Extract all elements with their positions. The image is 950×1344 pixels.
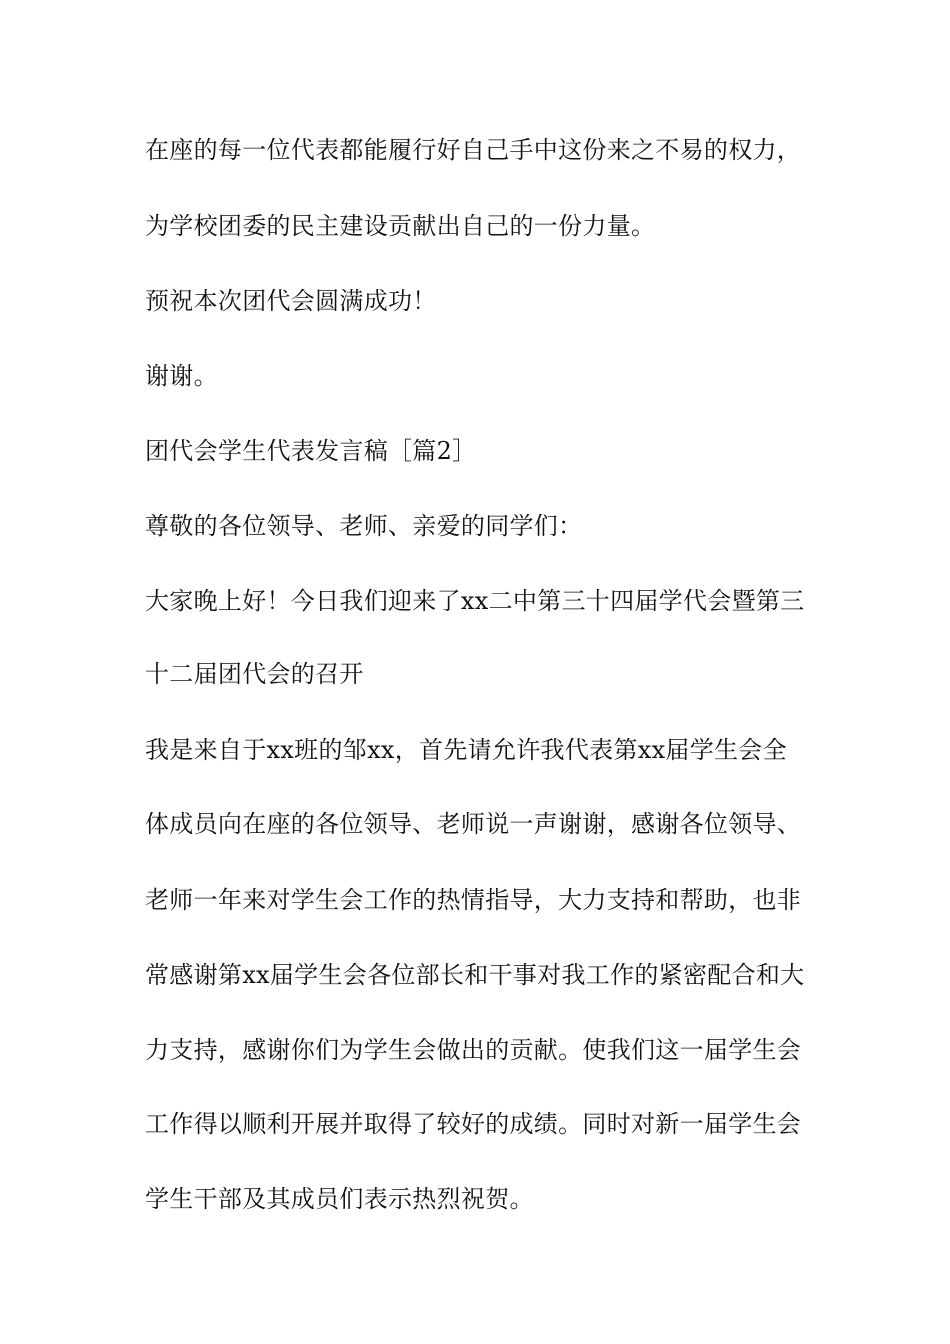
- text-line: 老师一年来对学生会工作的热情指导，大力支持和帮助，也非: [145, 886, 802, 914]
- text-line: 力支持，感谢你们为学生会做出的贡献。使我们这一届学生会: [145, 1036, 802, 1064]
- text-line: 常感谢第xx届学生会各位部长和干事对我工作的紧密配合和大: [145, 961, 805, 989]
- text-line: 谢谢。: [145, 362, 218, 390]
- text-line: 体成员向在座的各位领导、老师说一声谢谢，感谢各位领导、: [145, 810, 802, 838]
- text-line: 为学校团委的民主建设贡献出自己的一份力量。: [145, 212, 656, 240]
- text-line: 我是来自于xx班的邹xx，首先请允许我代表第xx届学生会全: [145, 736, 787, 764]
- section-heading: 团代会学生代表发言稿［篇2］: [145, 437, 477, 465]
- text-line: 大家晚上好！今日我们迎来了xx二中第三十四届学代会暨第三: [145, 587, 805, 615]
- text-line: 工作得以顺利开展并取得了较好的成绩。同时对新一届学生会: [145, 1110, 802, 1138]
- salutation: 尊敬的各位领导、老师、亲爱的同学们：: [145, 512, 583, 540]
- text-line: 学生干部及其成员们表示热烈祝贺。: [145, 1185, 534, 1213]
- text-line: 预祝本次团代会圆满成功！: [145, 287, 437, 315]
- text-line: 十二届团代会的召开: [145, 660, 364, 688]
- text-line: 在座的每一位代表都能履行好自己手中这份来之不易的权力，: [145, 136, 802, 164]
